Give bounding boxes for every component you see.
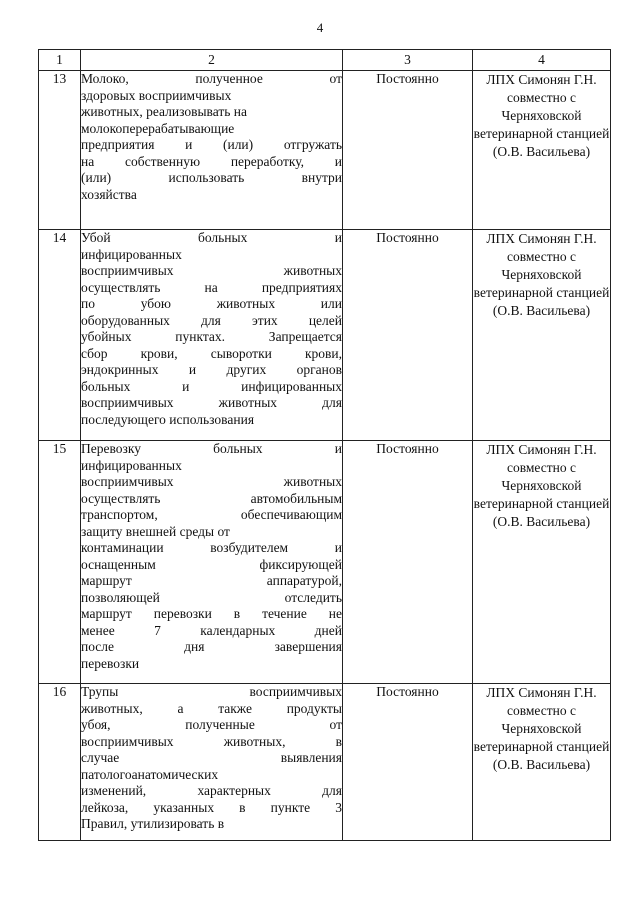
description-line: последующего использования — [81, 411, 255, 427]
row-number: 14 — [39, 230, 81, 441]
responsible-line: совместно с — [507, 90, 576, 105]
responsible-line: Черняховской — [501, 721, 582, 736]
description-line: менее 7 календарных дней — [81, 622, 342, 638]
description-line: оборудованных для этих целей — [81, 312, 342, 328]
description-line: сбор крови, сыворотки крови, — [81, 345, 342, 361]
description-line: Молоко, полученное от — [81, 71, 342, 86]
description-line: Правил, утилизировать в — [81, 816, 225, 831]
header-cell-1: 1 — [39, 50, 81, 71]
page-number: 4 — [316, 20, 324, 35]
description-line: маршрут аппаратурой, — [81, 573, 342, 588]
measure-term: Постоянно — [343, 684, 473, 841]
description-line: животных, а также продукты — [81, 700, 342, 716]
description-line: перевозки — [81, 655, 140, 671]
description-line: после дня завершения — [81, 639, 342, 654]
responsible-line: ветеринарной станцией — [473, 285, 610, 300]
description-line: убойных пунктах. Запрещается — [81, 329, 342, 344]
description-line: Трупы восприимчивых — [81, 684, 342, 699]
table-row — [39, 684, 611, 841]
measure-term: Постоянно — [343, 71, 473, 230]
description-line: восприимчивых животных — [81, 263, 342, 278]
description-line: оснащенным фиксирующей — [81, 556, 342, 572]
description-line: по убою животных или — [81, 296, 342, 311]
row-number: 16 — [39, 684, 81, 841]
responsible-line: Черняховской — [501, 267, 582, 282]
description-line: инфицированных — [81, 246, 182, 262]
responsible-line: ЛПХ Симонян Г.Н. — [486, 72, 597, 87]
header-cell-2: 2 — [81, 50, 343, 71]
description-line: Убой больных и — [81, 230, 342, 245]
description-line: (или) использовать внутри — [81, 170, 342, 185]
responsible-line: (О.В. Васильева) — [492, 514, 591, 529]
description-line: восприимчивых животных — [81, 474, 342, 489]
row-number: 15 — [39, 441, 81, 684]
description-line: восприимчивых животных для — [81, 395, 342, 410]
responsible-line: Черняховской — [501, 108, 582, 123]
description-line: контаминации возбудителем и — [81, 540, 342, 555]
responsible-line: Черняховской — [501, 478, 582, 493]
responsible-party — [473, 71, 611, 230]
responsible-line: совместно с — [507, 460, 576, 475]
responsible-party — [473, 230, 611, 441]
description-line: хозяйства — [81, 186, 137, 202]
responsible-line: (О.В. Васильева) — [492, 757, 591, 772]
table-row — [39, 441, 611, 684]
responsible-line: ЛПХ Симонян Г.Н. — [486, 442, 597, 457]
row-number: 13 — [39, 71, 81, 230]
description-line: убоя, полученные от — [81, 717, 342, 732]
measure-term: Постоянно — [343, 230, 473, 441]
responsible-line: (О.В. Васильева) — [492, 144, 591, 159]
header-cell-4: 4 — [473, 50, 611, 71]
description-line: осуществлять на предприятиях — [81, 279, 342, 295]
responsible-party — [473, 684, 611, 841]
description-line: эндокринных и других органов — [81, 362, 342, 377]
description-line: животных, реализовывать на — [81, 104, 248, 119]
description-line: лейкоза, указанных в пункте 3 — [81, 799, 342, 815]
header-cell-3: 3 — [343, 50, 473, 71]
responsible-line: ветеринарной станцией — [473, 496, 610, 511]
responsible-line: ЛПХ Симонян Г.Н. — [486, 231, 597, 246]
description-line: предприятия и (или) отгружать — [81, 137, 342, 152]
description-line: позволяющей отследить — [81, 589, 342, 605]
description-line: Перевозку больных и — [81, 441, 342, 456]
measure-description — [81, 71, 343, 230]
description-line: защиту внешней среды от — [81, 523, 230, 539]
description-line: случае выявления — [81, 750, 342, 765]
responsible-line: ветеринарной станцией — [473, 126, 610, 141]
description-line: маршрут перевозки в течение не — [81, 606, 342, 621]
description-line: на собственную переработку, и — [81, 153, 342, 169]
responsible-line: совместно с — [507, 703, 576, 718]
measure-description — [81, 684, 343, 841]
measure-description — [81, 441, 343, 684]
description-line: инфицированных — [81, 457, 182, 473]
table-row — [39, 71, 611, 230]
description-line: осуществлять автомобильным — [81, 490, 342, 506]
responsible-party — [473, 441, 611, 684]
measure-term: Постоянно — [343, 441, 473, 684]
responsible-line: ветеринарной станцией — [473, 739, 610, 754]
responsible-line: совместно с — [507, 249, 576, 264]
description-line: здоровых восприимчивых — [81, 87, 232, 103]
description-line: патологоанатомических — [81, 766, 219, 782]
description-line: восприимчивых животных, в — [81, 733, 342, 749]
responsible-line: (О.В. Васильева) — [492, 303, 591, 318]
description-line: молокоперерабатывающие — [81, 120, 235, 136]
description-line: больных и инфицированных — [81, 378, 342, 394]
description-line: изменений, характерных для — [81, 783, 342, 798]
responsible-line: ЛПХ Симонян Г.Н. — [486, 685, 597, 700]
table-header-row — [39, 50, 611, 71]
measures-table — [38, 49, 611, 841]
description-line: транспортом, обеспечивающим — [81, 507, 342, 522]
table-row — [39, 230, 611, 441]
measure-description — [81, 230, 343, 441]
